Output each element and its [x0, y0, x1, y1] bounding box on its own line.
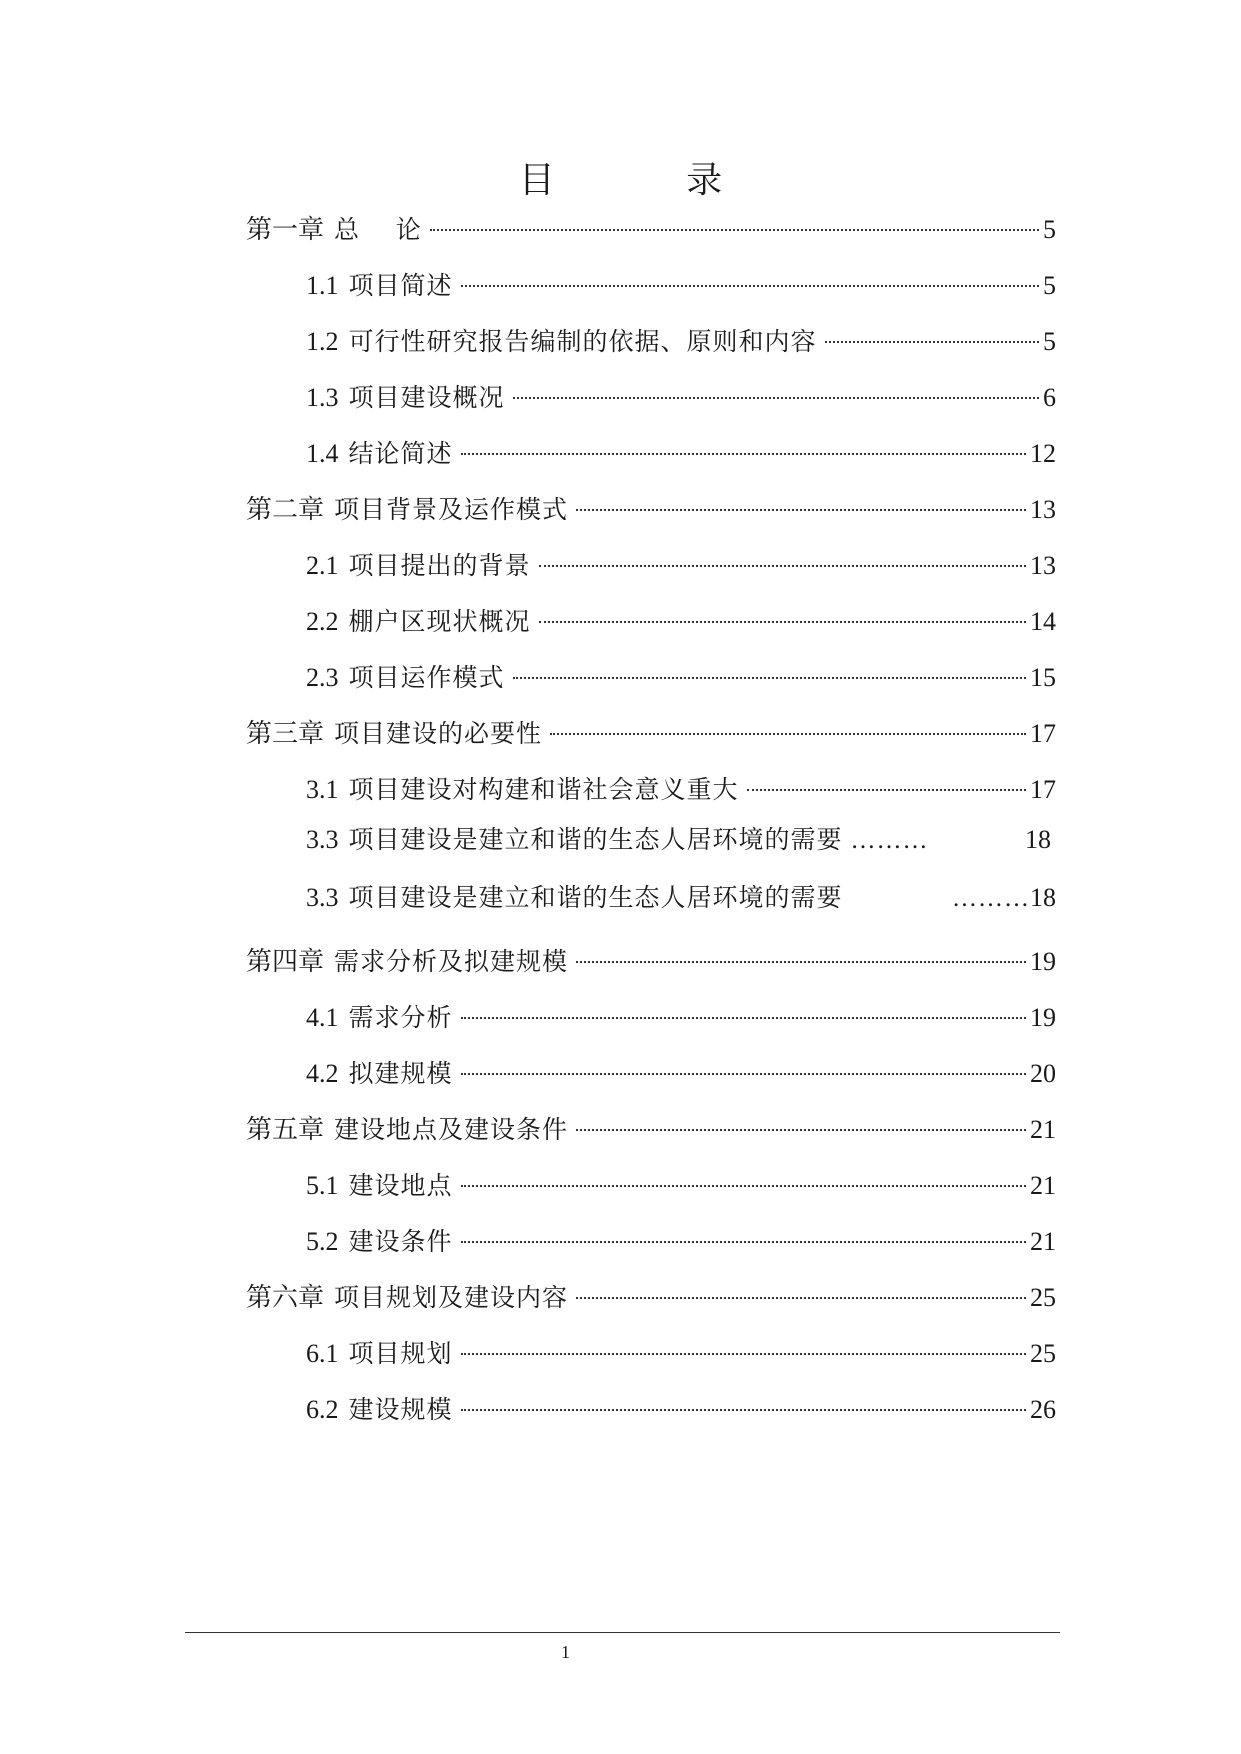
toc-entry-number: 第六章 [246, 1283, 325, 1312]
toc-entry-page: 26 [1030, 1395, 1056, 1424]
toc-entry-title: 拟建规模 [348, 1059, 453, 1088]
dot-leader [461, 1073, 1026, 1075]
toc-entry-5-1[interactable] [306, 1168, 1056, 1204]
toc-entry-page: 5 [1043, 215, 1056, 244]
dot-leader [461, 1241, 1026, 1243]
toc-entry-title: 项目规划 [348, 1339, 453, 1368]
toc-entry-page: 18 [1030, 883, 1056, 912]
toc-entry-chapter-4[interactable] [246, 944, 1056, 980]
toc-entry-title: 棚户区现状概况 [348, 607, 531, 636]
dot-leader [550, 733, 1026, 735]
toc-entry-number: 1.1 [306, 271, 339, 300]
toc-entry-page: 15 [1030, 663, 1056, 692]
toc-entry-number: 5.1 [306, 1171, 339, 1200]
toc-entry-title: 建设规模 [348, 1395, 453, 1424]
toc-entry-chapter-3[interactable] [246, 716, 1056, 752]
toc-entry-page: 5 [1043, 327, 1056, 356]
toc-entry-page: 21 [1030, 1227, 1056, 1256]
toc-entry-page: 13 [1030, 495, 1056, 524]
dot-leader [576, 1129, 1026, 1131]
toc-entry-page: 25 [1030, 1339, 1056, 1368]
toc-entry-4-2[interactable] [306, 1056, 1056, 1092]
toc-entry-number: 第四章 [246, 947, 325, 976]
toc-entry-title: 需求分析 [348, 1003, 453, 1032]
toc-entry-title: 结论简述 [348, 439, 453, 468]
toc-entry-title: 可行性研究报告编制的依据、原则和内容 [348, 327, 817, 356]
toc-entry-number: 2.3 [306, 663, 339, 692]
toc-entry-2-1[interactable] [306, 548, 1056, 584]
page-number: 1 [561, 1642, 570, 1662]
toc-entry-number: 1.4 [306, 439, 339, 468]
toc-entry-page: 13 [1030, 551, 1056, 580]
dot-leader [461, 453, 1026, 455]
toc-entry-chapter-6[interactable] [246, 1280, 1056, 1316]
dot-leader [539, 565, 1026, 567]
toc-entry-number: 第二章 [246, 495, 325, 524]
toc-entry-4-1[interactable] [306, 1000, 1056, 1036]
toc-entry-number: 4.2 [306, 1059, 339, 1088]
toc-entry-page: 17 [1030, 719, 1056, 748]
dot-leader [513, 397, 1039, 399]
toc-entry-3-3-b[interactable] [306, 880, 1056, 917]
toc-entry-number: 第三章 [246, 719, 325, 748]
toc-entry-page: 5 [1043, 271, 1056, 300]
toc-entry-number: 3.3 [306, 883, 339, 912]
toc-entry-1-2[interactable] [306, 324, 1056, 360]
toc-entry-1-1[interactable] [306, 268, 1056, 304]
toc-entry-number: 1.3 [306, 383, 339, 412]
toc-entry-page: 19 [1030, 1003, 1056, 1032]
toc-entry-title: 建设条件 [348, 1227, 453, 1256]
page-title: 目 录 [518, 160, 783, 201]
toc-entry-title: 项目建设是建立和谐的生态人居环境的需要 [348, 883, 843, 912]
toc-entry-chapter-1[interactable] [246, 212, 1056, 248]
toc-entry-number: 6.2 [306, 1395, 339, 1424]
toc-entry-title: 建设地点及建设条件 [334, 1115, 569, 1144]
toc-entry-title: 项目背景及运作模式 [334, 495, 569, 524]
dot-leader [461, 1353, 1026, 1355]
toc-entry-number: 6.1 [306, 1339, 339, 1368]
toc-entry-page: 6 [1043, 383, 1056, 412]
dot-leader [747, 789, 1026, 791]
dot-leader [461, 285, 1039, 287]
toc-entry-page: 18 [1025, 825, 1051, 854]
toc-entry-number: 第一章 [246, 215, 325, 244]
toc-entry-title: 建设地点 [348, 1171, 453, 1200]
toc-entry-page: 21 [1030, 1115, 1056, 1144]
toc-entry-number: 4.1 [306, 1003, 339, 1032]
toc-entry-page: 21 [1030, 1171, 1056, 1200]
toc-entry-title: 项目建设的必要性 [334, 719, 543, 748]
dot-leader: ……… [952, 885, 1030, 912]
toc-entry-chapter-2[interactable] [246, 492, 1056, 528]
dot-leader [576, 509, 1026, 511]
toc-entry-title: 总 论 [334, 215, 422, 244]
toc-entry-number: 2.2 [306, 607, 339, 636]
toc-entry-title: 项目提出的背景 [348, 551, 531, 580]
toc-entry-page: 25 [1030, 1283, 1056, 1312]
toc-entry-1-4[interactable] [306, 436, 1056, 472]
dot-leader [430, 229, 1039, 231]
toc-entry-6-2[interactable] [306, 1392, 1056, 1428]
toc-entry-page: 17 [1030, 775, 1056, 804]
dot-leader [825, 341, 1039, 343]
toc-entry-title: 项目运作模式 [348, 663, 505, 692]
dot-leader [576, 1297, 1026, 1299]
toc-entry-1-3[interactable] [306, 380, 1056, 416]
toc-entry-title: 需求分析及拟建规模 [334, 947, 569, 976]
toc-entry-2-2[interactable] [306, 604, 1056, 640]
toc-entry-number: 3.1 [306, 775, 339, 804]
dot-leader [461, 1017, 1026, 1019]
toc-entry-title: 项目建设是建立和谐的生态人居环境的需要 [348, 825, 843, 854]
dot-leader [576, 961, 1026, 963]
toc-entry-page: 20 [1030, 1059, 1056, 1088]
dot-leader [461, 1185, 1026, 1187]
toc-entry-title: 项目规划及建设内容 [334, 1283, 569, 1312]
toc-entry-number: 2.1 [306, 551, 339, 580]
toc-entry-number: 1.2 [306, 327, 339, 356]
footer-divider [185, 1632, 1060, 1633]
dot-leader [461, 1409, 1026, 1411]
dot-leader: ……… [850, 827, 929, 854]
toc-entry-number: 5.2 [306, 1227, 339, 1256]
toc-entry-page: 19 [1030, 947, 1056, 976]
toc-entry-number: 第五章 [246, 1115, 325, 1144]
toc-entry-2-3[interactable] [306, 660, 1056, 696]
toc-entry-number: 3.3 [306, 825, 339, 854]
toc-entry-page: 14 [1030, 607, 1056, 636]
toc-entry-title: 项目简述 [348, 271, 453, 300]
toc-entry-3-1[interactable] [306, 772, 1056, 808]
toc-entry-3-3-a[interactable] [306, 822, 1051, 859]
dot-leader [513, 677, 1026, 679]
toc-entry-chapter-5[interactable] [246, 1112, 1056, 1148]
dot-leader [539, 621, 1026, 623]
toc-entry-title: 项目建设概况 [348, 383, 505, 412]
toc-entry-page: 12 [1030, 439, 1056, 468]
toc-entry-6-1[interactable] [306, 1336, 1056, 1372]
toc-entry-title: 项目建设对构建和谐社会意义重大 [348, 775, 739, 804]
toc-entry-5-2[interactable] [306, 1224, 1056, 1260]
